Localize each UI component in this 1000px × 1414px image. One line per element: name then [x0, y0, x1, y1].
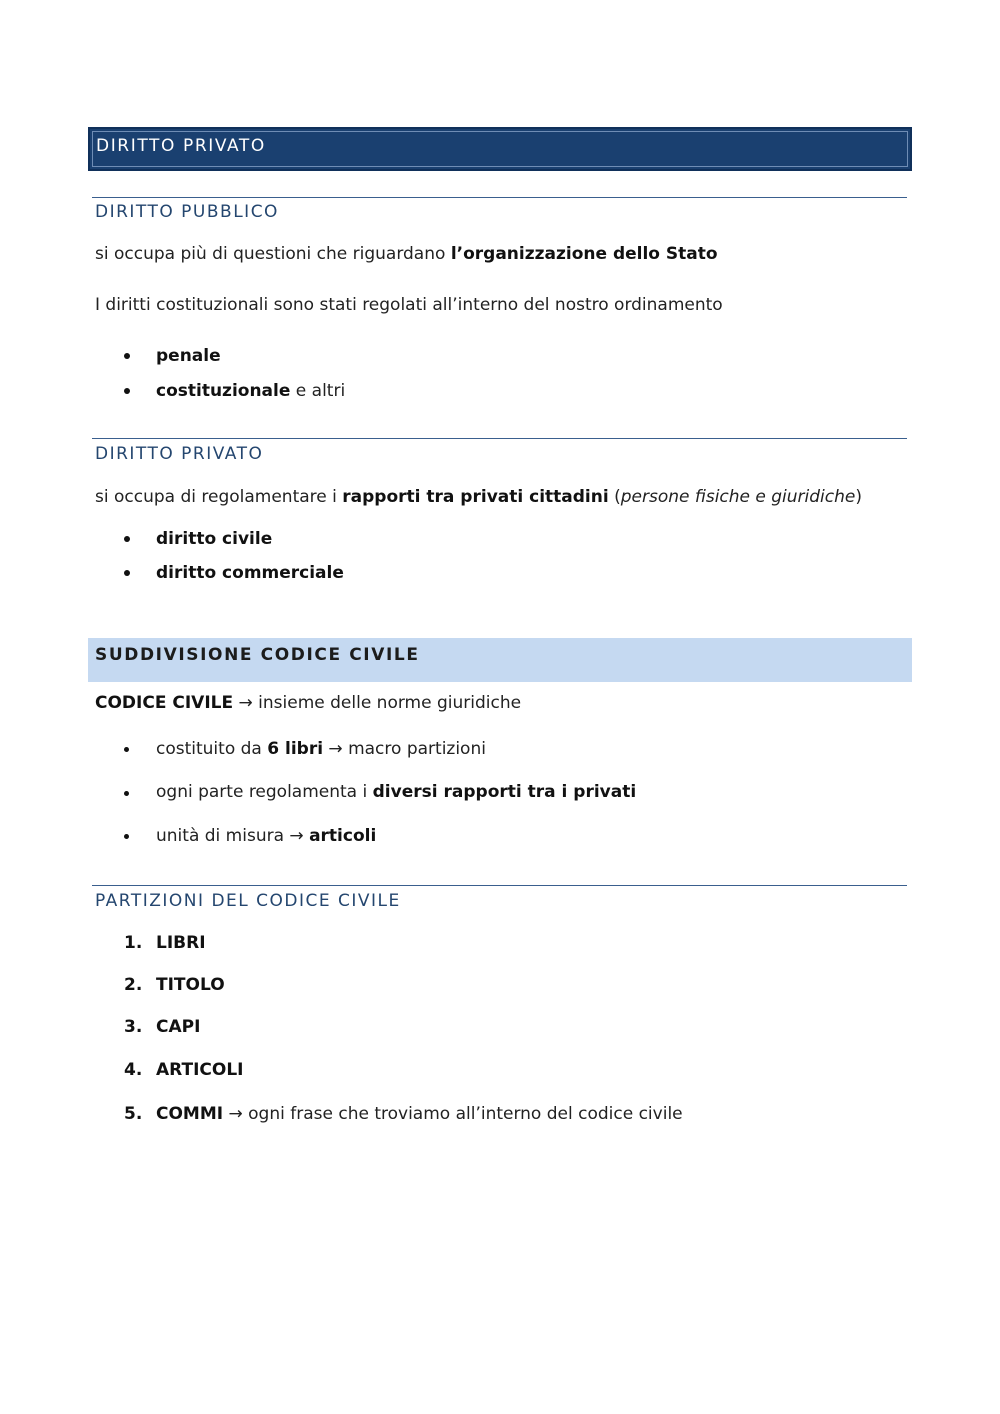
list-item [156, 826, 376, 846]
bullet-icon [124, 388, 134, 398]
section-rule [92, 197, 907, 198]
main-heading-bar [88, 127, 912, 171]
text-plain: → ogni frase che troviamo all’interno del codice civile [223, 1104, 683, 1124]
text-bold: ARTICOLI [156, 1060, 244, 1080]
list-item [156, 782, 636, 802]
list-number: 3. [124, 1017, 143, 1037]
list-item [156, 1017, 200, 1037]
heading-diritto-pubblico: DIRITTO PUBBLICO [95, 202, 279, 222]
paragraph-privato [95, 487, 862, 507]
paragraph-pubblico-1 [95, 244, 718, 264]
list-number: 1. [124, 933, 143, 953]
text-bold: penale [156, 346, 221, 366]
list-item [156, 381, 345, 401]
list-item [156, 739, 486, 759]
list-item [156, 933, 206, 953]
bullet-icon [124, 570, 134, 580]
text-bold: TITOLO [156, 975, 225, 995]
list-item [156, 975, 225, 995]
bullet-icon [124, 834, 134, 844]
text-bold: LIBRI [156, 933, 206, 953]
section-rule [92, 885, 907, 886]
text-plain: si occupa di regolamentare i [95, 487, 343, 507]
text-bold: CAPI [156, 1017, 201, 1037]
section-rule [92, 438, 907, 439]
heading-partizioni: PARTIZIONI DEL CODICE CIVILE [95, 891, 401, 911]
text-bold: diversi rapporti tra i privati [372, 782, 637, 802]
text-plain: → macro partizioni [323, 739, 486, 759]
text-plain: unità di misura → [156, 826, 310, 846]
bullet-icon [124, 747, 134, 757]
list-number: 5. [124, 1104, 143, 1124]
text-bold: l’organizzazione dello Stato [450, 244, 718, 264]
text-plain: → insieme delle norme giuridiche [233, 693, 522, 713]
text-italic: persone fisiche e giuridiche [620, 487, 856, 507]
text-plain: si occupa più di questioni che riguardano [95, 244, 451, 264]
text-bold: articoli [309, 826, 377, 846]
heading-diritto-privato: DIRITTO PRIVATO [95, 444, 264, 464]
list-item [156, 1104, 683, 1124]
list-item [156, 1060, 244, 1080]
text-plain: ) [855, 487, 862, 507]
text-bold: costituzionale [156, 381, 291, 401]
bullet-icon [124, 536, 134, 546]
text-plain: ogni parte regolamenta i [156, 782, 373, 802]
text-bold: 6 libri [267, 739, 324, 759]
paragraph-pubblico-2: I diritti costituzionali sono stati regolati all’interno del nostro ordinamento [95, 295, 723, 315]
list-number: 2. [124, 975, 143, 995]
bullet-icon [124, 353, 134, 363]
list-number: 4. [124, 1060, 143, 1080]
text-bold: diritto civile [156, 529, 273, 549]
bullet-icon [124, 791, 134, 801]
suddivisione-heading-bar [88, 638, 912, 682]
text-plain: ( [608, 487, 621, 507]
text-bold: COMMI [156, 1104, 224, 1124]
suddivisione-heading: SUDDIVISIONE CODICE CIVILE [95, 645, 420, 665]
text-bold: rapporti tra privati cittadini [342, 487, 609, 507]
list-item [156, 563, 344, 583]
text-plain: e altri [290, 381, 346, 401]
text-plain: costituito da [156, 739, 268, 759]
text-bold: diritto commerciale [156, 563, 344, 583]
text-bold: CODICE CIVILE [95, 693, 234, 713]
list-item [156, 529, 272, 549]
paragraph-codice-civile [95, 693, 521, 713]
main-heading: DIRITTO PRIVATO [96, 136, 266, 156]
list-item [156, 346, 221, 366]
